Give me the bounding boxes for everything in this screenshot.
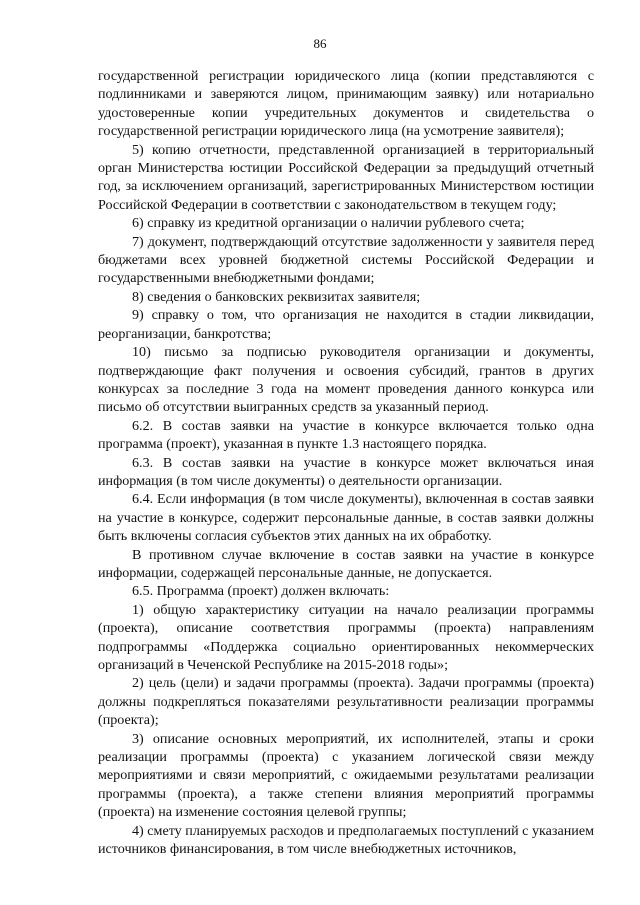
- paragraph-item-9: 9) справку о том, что организация не находится в стадии ликвидации, реорганизации, банкротства;: [98, 307, 594, 342]
- document-body: [98, 67, 594, 858]
- paragraph-item-7: 7) документ, подтверждающий отсутствие задолженности у заявителя перед бюджетами всех уровней бюджетной системы Российской Федерации и государственными внебюджетными фондами;: [98, 233, 594, 287]
- paragraph-program-item-4: 4) смету планируемых расходов и предполагаемых поступлений с указанием источников финансирования, в том числе внебюджетных источников,: [98, 822, 594, 858]
- paragraph-item-10: 10) письмо за подписью руководителя организации и документы, подтверждающие факт получения и освоения субсидий, грантов в других конкурсах за последние 3 года на момент проведения данного конкурса или письмо об отсутствии выигранных средств за указанный период.: [98, 344, 594, 416]
- paragraph-program-item-3: 3) описание основных мероприятий, их исполнителей, этапы и сроки реализации программы (проекта) с указанием логической связи между мероприятиями и связи мероприятий, с ожидаемыми результатами реализации программы (проекта), а также степени влияния мероприятий программы (проекта) на изменение состояния целевой группы;: [98, 730, 594, 821]
- paragraph-personal-data-note: В противном случае включение в состав заявки на участие в конкурсе информации, содержащей персональные данные, не допускается.: [98, 546, 594, 581]
- paragraph-item-6: 6) справку из кредитной организации о наличии рублевого счета;: [132, 215, 525, 232]
- paragraph-item-8: 8) сведения о банковских реквизитах заявителя;: [132, 288, 421, 305]
- page-number: 86: [313, 36, 327, 51]
- paragraph-6-2: 6.2. В состав заявки на участие в конкурсе включается только одна программа (проект), указанная в пункте 1.3 настоящего порядка.: [98, 417, 594, 453]
- paragraph-item-5: 5) копию отчетности, представленной организацией в территориальный орган Министерства юстиции Российской Федерации за предыдущий отчетный год, за исключением организаций, зарегистрированных Министерством юстиции Российской Федерации в соответствии с законодательством в текущем году;: [98, 141, 594, 213]
- paragraph-6-5: 6.5. Программа (проект) должен включать:: [132, 583, 390, 600]
- paragraph-program-item-2: 2) цель (цели) и задачи программы (проекта). Задачи программы (проекта) должны подкрепляться показателями результативности реализации программы (проекта);: [98, 675, 594, 729]
- paragraph-program-item-1: 1) общую характеристику ситуации на начало реализации программы (проекта), описание соответствия программы (проекта) направлениям подпрограммы «Поддержка социально ориентированных некоммерческих организаций в Чеченской Республике на 2015-2018 годы»;: [98, 601, 594, 673]
- paragraph-6-4: 6.4. Если информация (в том числе документы), включенная в состав заявки на участие в конкурсе, содержит персональные данные, в состав заявки должны быть включены согласия субъектов этих данных на их обработку.: [98, 491, 594, 545]
- paragraph-registration-copies: государственной регистрации юридического лица (копии представляются с подлинниками и заверяются лицом, принимающим заявку) или нотариально удостоверенные копии учредительных документов и свидетельства о государственной регистрации юридического лица (на усмотрение заявителя);: [98, 68, 594, 140]
- paragraph-6-3: 6.3. В состав заявки на участие в конкурсе может включаться иная информация (в том числе документы) о деятельности организации.: [98, 454, 594, 489]
